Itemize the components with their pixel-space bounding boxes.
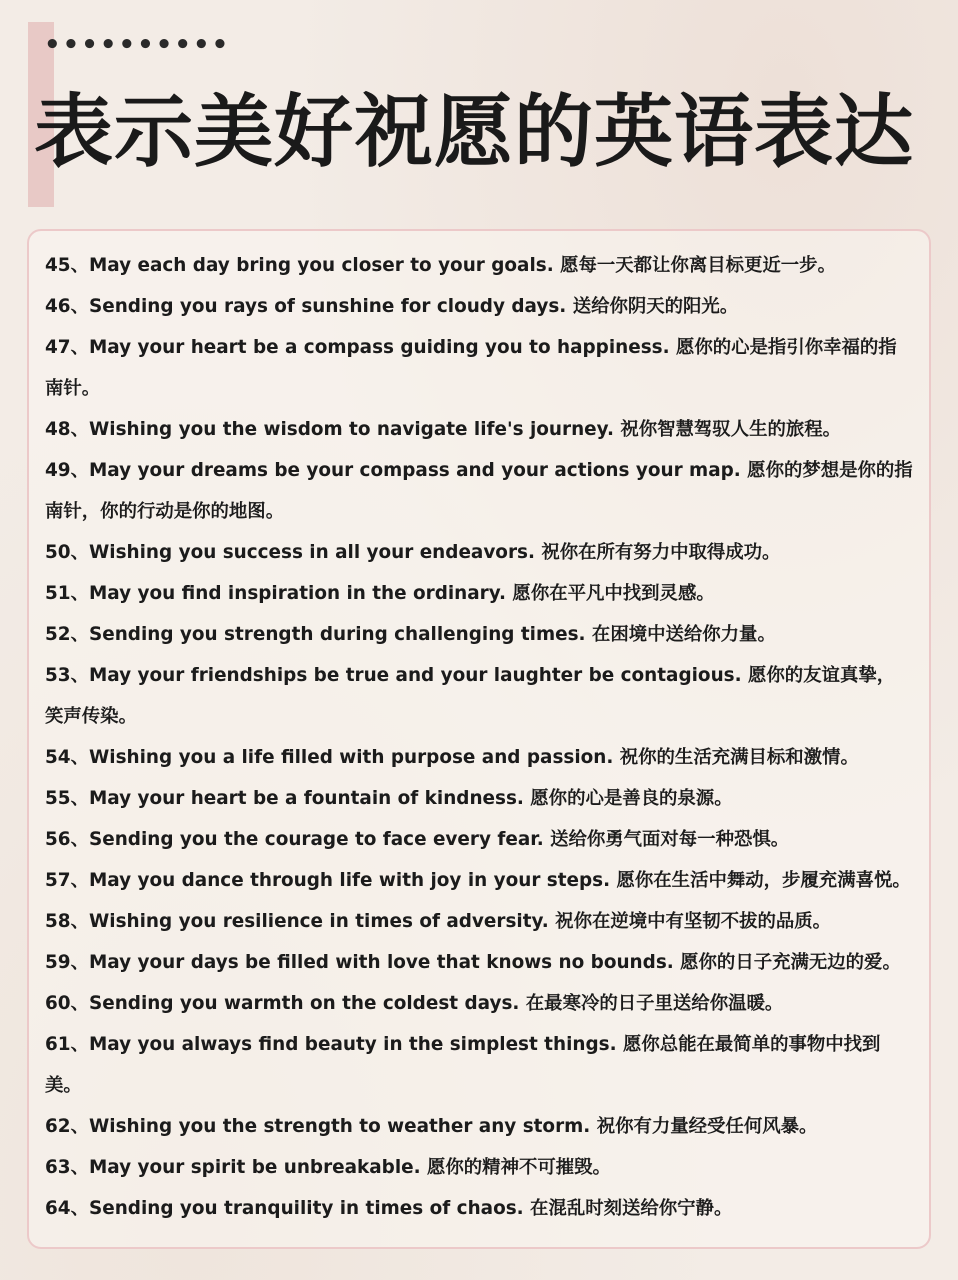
list-item: 56、Sending you the courage to face every fear. 送给你勇气面对每一种恐惧。	[45, 829, 790, 850]
list-item: 58、Wishing you resilience in times of adversity. 祝你在逆境中有坚韧不拔的品质。	[45, 911, 832, 932]
list-item: 62、Wishing you the strength to weather any storm. 祝你有力量经受任何风暴。	[45, 1116, 818, 1137]
decorative-dots: ••••••••••	[44, 30, 231, 60]
phrases-card	[27, 229, 931, 1249]
list-item: 51、May you find inspiration in the ordinary. 愿你在平凡中找到灵感。	[45, 583, 715, 604]
list-item: 64、Sending you tranquility in times of chaos. 在混乱时刻送给你宁静。	[45, 1198, 733, 1219]
page-title: 表示美好祝愿的英语表达	[34, 85, 914, 178]
list-item: 53、May your friendships be true and your laughter be contagious. 愿你的友谊真挚，笑声传染。	[45, 665, 896, 727]
list-item: 46、Sending you rays of sunshine for cloudy days. 送给你阴天的阳光。	[45, 296, 739, 317]
list-item: 57、May you dance through life with joy in your steps. 愿你在生活中舞动，步履充满喜悦。	[45, 870, 911, 891]
list-item: 47、May your heart be a compass guiding you to happiness. 愿你的心是指引你幸福的指南针。	[45, 337, 897, 399]
list-item: 49、May your dreams be your compass and your actions your map. 愿你的梦想是你的指南针，你的行动是你的地图。	[45, 460, 913, 522]
list-item: 45、May each day bring you closer to your goals. 愿每一天都让你离目标更近一步。	[45, 255, 836, 276]
list-item: 60、Sending you warmth on the coldest days. 在最寒冷的日子里送给你温暖。	[45, 993, 784, 1014]
phrases-list	[45, 245, 913, 1229]
list-item: 50、Wishing you success in all your endeavors. 祝你在所有努力中取得成功。	[45, 542, 781, 563]
list-item: 52、Sending you strength during challenging times. 在困境中送给你力量。	[45, 624, 776, 645]
list-item: 54、Wishing you a life filled with purpose and passion. 祝你的生活充满目标和激情。	[45, 747, 859, 768]
list-item: 59、May your days be filled with love that knows no bounds. 愿你的日子充满无边的爱。	[45, 952, 901, 973]
list-item: 48、Wishing you the wisdom to navigate life's journey. 祝你智慧驾驭人生的旅程。	[45, 419, 842, 440]
list-item: 61、May you always find beauty in the simplest things. 愿你总能在最简单的事物中找到美。	[45, 1034, 881, 1096]
list-item: 63、May your spirit be unbreakable. 愿你的精神不可摧毁。	[45, 1157, 611, 1178]
list-item: 55、May your heart be a fountain of kindness. 愿你的心是善良的泉源。	[45, 788, 733, 809]
